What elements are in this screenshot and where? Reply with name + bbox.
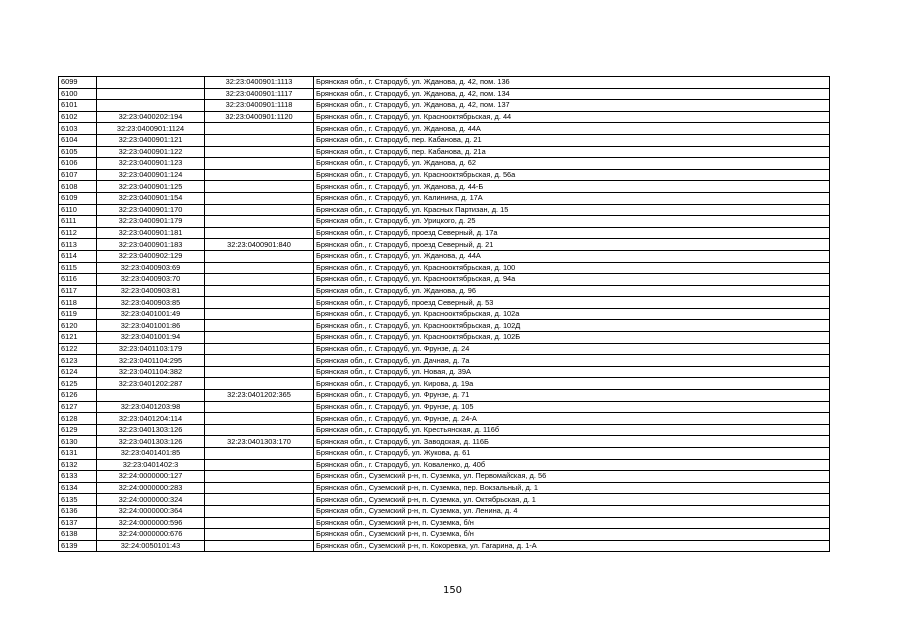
address-cell: Брянская обл., г. Стародуб, ул. Жданова, д. 44А [314, 123, 830, 135]
table-row [59, 77, 830, 89]
linked-number-cell [205, 448, 314, 460]
row-number-cell: 6114 [59, 250, 97, 262]
address-cell: Брянская обл., г. Стародуб, ул. Жданова, д. 62 [314, 158, 830, 170]
linked-number-cell [205, 494, 314, 506]
table-row [59, 355, 830, 367]
table-row [59, 274, 830, 286]
address-cell: Брянская обл., г. Стародуб, ул. Дачная, д. 7а [314, 355, 830, 367]
row-number-cell: 6120 [59, 320, 97, 332]
address-cell: Брянская обл., г. Стародуб, ул. Коваленко, д. 40б [314, 459, 830, 471]
linked-number-cell [205, 274, 314, 286]
address-cell: Брянская обл., г. Стародуб, ул. Крестьянская, д. 116б [314, 424, 830, 436]
cadastral-number-cell: 32:23:0401204:114 [97, 413, 205, 425]
row-number-cell: 6127 [59, 401, 97, 413]
linked-number-cell [205, 192, 314, 204]
cadastral-number-cell: 32:23:0400901:122 [97, 146, 205, 158]
linked-number-cell: 32:23:0401202:365 [205, 390, 314, 402]
linked-number-cell [205, 146, 314, 158]
table-row [59, 192, 830, 204]
cadastral-number-cell: 32:23:0400903:85 [97, 297, 205, 309]
linked-number-cell [205, 413, 314, 425]
cadastral-number-cell [97, 88, 205, 100]
cadastral-number-cell: 32:23:0401103:179 [97, 343, 205, 355]
linked-number-cell [205, 332, 314, 344]
row-number-cell: 6138 [59, 529, 97, 541]
row-number-cell: 6106 [59, 158, 97, 170]
address-cell: Брянская обл., г. Стародуб, ул. Краснооктябрьская, д. 56а [314, 169, 830, 181]
linked-number-cell [205, 134, 314, 146]
address-cell: Брянская обл., г. Стародуб, ул. Краснооктябрьская, д. 102Б [314, 332, 830, 344]
cadastral-number-cell: 32:23:0401402:3 [97, 459, 205, 471]
address-cell: Брянская обл., г. Стародуб, проезд Северный, д. 17а [314, 227, 830, 239]
address-cell: Брянская обл., Суземский р-н, п. Суземка, ул. Первомайская, д. 56 [314, 471, 830, 483]
row-number-cell: 6110 [59, 204, 97, 216]
table-row [59, 401, 830, 413]
linked-number-cell [205, 529, 314, 541]
address-cell: Брянская обл., г. Стародуб, ул. Краснооктябрьская, д. 100 [314, 262, 830, 274]
table-row [59, 204, 830, 216]
address-cell: Брянская обл., г. Стародуб, ул. Жданова, д. 96 [314, 285, 830, 297]
row-number-cell: 6102 [59, 111, 97, 123]
row-number-cell: 6099 [59, 77, 97, 89]
row-number-cell: 6116 [59, 274, 97, 286]
linked-number-cell: 32:23:0400901:840 [205, 239, 314, 251]
address-cell: Брянская обл., г. Стародуб, ул. Фрунзе, д. 24 [314, 343, 830, 355]
linked-number-cell [205, 158, 314, 170]
address-cell: Брянская обл., г. Стародуб, проезд Северный, д. 21 [314, 239, 830, 251]
table-row [59, 239, 830, 251]
address-cell: Брянская обл., Суземский р-н, п. Кокоревка, ул. Гагарина, д. 1-А [314, 540, 830, 552]
cadastral-number-cell [97, 100, 205, 112]
address-cell: Брянская обл., Суземский р-н, п. Суземка, ул. Ленина, д. 4 [314, 505, 830, 517]
row-number-cell: 6130 [59, 436, 97, 448]
linked-number-cell [205, 227, 314, 239]
address-cell: Брянская обл., г. Стародуб, ул. Краснооктябрьская, д. 94а [314, 274, 830, 286]
cadastral-number-cell: 32:23:0400902:129 [97, 250, 205, 262]
cadastral-number-cell: 32:23:0400903:69 [97, 262, 205, 274]
cadastral-number-cell: 32:23:0401001:94 [97, 332, 205, 344]
address-cell: Брянская обл., г. Стародуб, ул. Фрунзе, д. 24-А [314, 413, 830, 425]
address-cell: Брянская обл., г. Стародуб, ул. Краснооктябрьская, д. 102Д [314, 320, 830, 332]
address-cell: Брянская обл., г. Стародуб, ул. Жданова, д. 44-Б [314, 181, 830, 193]
table-row [59, 366, 830, 378]
cadastral-number-cell: 32:23:0400901:121 [97, 134, 205, 146]
row-number-cell: 6139 [59, 540, 97, 552]
linked-number-cell [205, 169, 314, 181]
table-row [59, 262, 830, 274]
address-cell: Брянская обл., г. Стародуб, ул. Новая, д. 39А [314, 366, 830, 378]
row-number-cell: 6107 [59, 169, 97, 181]
row-number-cell: 6117 [59, 285, 97, 297]
table-row [59, 227, 830, 239]
row-number-cell: 6124 [59, 366, 97, 378]
address-cell: Брянская обл., г. Стародуб, ул. Кирова, д. 19а [314, 378, 830, 390]
row-number-cell: 6136 [59, 505, 97, 517]
linked-number-cell: 32:23:0400901:1113 [205, 77, 314, 89]
address-cell: Брянская обл., г. Стародуб, пер. Кабанова, д. 21 [314, 134, 830, 146]
address-cell: Брянская обл., г. Стародуб, ул. Жданова, д. 42, пом. 134 [314, 88, 830, 100]
row-number-cell: 6122 [59, 343, 97, 355]
cadastral-number-cell: 32:23:0400901:154 [97, 192, 205, 204]
linked-number-cell [205, 471, 314, 483]
address-cell: Брянская обл., г. Стародуб, ул. Краснооктябрьская, д. 44 [314, 111, 830, 123]
address-cell: Брянская обл., г. Стародуб, ул. Калинина, д. 17А [314, 192, 830, 204]
address-cell: Брянская обл., Суземский р-н, п. Суземка, б/н [314, 529, 830, 541]
address-cell: Брянская обл., г. Стародуб, пер. Кабанова, д. 21а [314, 146, 830, 158]
cadastral-number-cell: 32:23:0400901:123 [97, 158, 205, 170]
registry-table [58, 76, 830, 552]
cadastral-number-cell: 32:23:0401001:86 [97, 320, 205, 332]
table-row [59, 436, 830, 448]
row-number-cell: 6126 [59, 390, 97, 402]
address-cell: Брянская обл., Суземский р-н, п. Суземка, пер. Вокзальный, д. 1 [314, 482, 830, 494]
row-number-cell: 6134 [59, 482, 97, 494]
table-row [59, 424, 830, 436]
address-cell: Брянская обл., г. Стародуб, ул. Жданова, д. 42, пом. 137 [314, 100, 830, 112]
cadastral-number-cell: 32:23:0400901:181 [97, 227, 205, 239]
row-number-cell: 6119 [59, 308, 97, 320]
cadastral-number-cell: 32:23:0400903:81 [97, 285, 205, 297]
table-row [59, 332, 830, 344]
row-number-cell: 6121 [59, 332, 97, 344]
linked-number-cell [205, 308, 314, 320]
cadastral-number-cell: 32:23:0400901:1124 [97, 123, 205, 135]
table-row [59, 320, 830, 332]
linked-number-cell [205, 517, 314, 529]
row-number-cell: 6101 [59, 100, 97, 112]
table-row [59, 471, 830, 483]
linked-number-cell [205, 320, 314, 332]
cadastral-number-cell: 32:23:0400903:70 [97, 274, 205, 286]
table-row [59, 88, 830, 100]
linked-number-cell [205, 366, 314, 378]
row-number-cell: 6129 [59, 424, 97, 436]
row-number-cell: 6133 [59, 471, 97, 483]
cadastral-number-cell: 32:23:0400202:194 [97, 111, 205, 123]
row-number-cell: 6109 [59, 192, 97, 204]
linked-number-cell: 32:23:0401303:170 [205, 436, 314, 448]
cadastral-number-cell: 32:23:0401001:49 [97, 308, 205, 320]
row-number-cell: 6123 [59, 355, 97, 367]
table-row [59, 343, 830, 355]
address-cell: Брянская обл., г. Стародуб, ул. Урицкого, д. 25 [314, 216, 830, 228]
row-number-cell: 6135 [59, 494, 97, 506]
cadastral-number-cell: 32:23:0401104:382 [97, 366, 205, 378]
table-row [59, 308, 830, 320]
row-number-cell: 6104 [59, 134, 97, 146]
address-cell: Брянская обл., Суземский р-н, п. Суземка, б/н [314, 517, 830, 529]
table-row [59, 517, 830, 529]
linked-number-cell [205, 204, 314, 216]
row-number-cell: 6131 [59, 448, 97, 460]
table-row [59, 146, 830, 158]
linked-number-cell [205, 285, 314, 297]
table-row [59, 297, 830, 309]
cadastral-number-cell: 32:23:0401202:287 [97, 378, 205, 390]
address-cell: Брянская обл., г. Стародуб, ул. Жданова, д. 44А [314, 250, 830, 262]
address-cell: Брянская обл., г. Стародуб, ул. Жданова, д. 42, пом. 136 [314, 77, 830, 89]
linked-number-cell [205, 250, 314, 262]
table-row [59, 123, 830, 135]
linked-number-cell: 32:23:0400901:1120 [205, 111, 314, 123]
linked-number-cell [205, 424, 314, 436]
linked-number-cell [205, 216, 314, 228]
page-number: 150 [442, 585, 463, 596]
cadastral-number-cell: 32:23:0401401:85 [97, 448, 205, 460]
linked-number-cell [205, 401, 314, 413]
table-row [59, 111, 830, 123]
linked-number-cell [205, 505, 314, 517]
table-row [59, 482, 830, 494]
cadastral-number-cell: 32:24:0000000:596 [97, 517, 205, 529]
cadastral-number-cell: 32:23:0401303:126 [97, 436, 205, 448]
row-number-cell: 6137 [59, 517, 97, 529]
address-cell: Брянская обл., г. Стародуб, проезд Северный, д. 53 [314, 297, 830, 309]
row-number-cell: 6112 [59, 227, 97, 239]
table-row [59, 540, 830, 552]
table-row [59, 250, 830, 262]
address-cell: Брянская обл., г. Стародуб, ул. Жукова, д. 61 [314, 448, 830, 460]
table-row [59, 413, 830, 425]
linked-number-cell [205, 181, 314, 193]
table-row [59, 529, 830, 541]
row-number-cell: 6105 [59, 146, 97, 158]
table-row [59, 158, 830, 170]
cadastral-number-cell [97, 390, 205, 402]
row-number-cell: 6128 [59, 413, 97, 425]
row-number-cell: 6111 [59, 216, 97, 228]
cadastral-number-cell: 32:23:0400901:170 [97, 204, 205, 216]
row-number-cell: 6113 [59, 239, 97, 251]
cadastral-number-cell: 32:23:0401303:126 [97, 424, 205, 436]
row-number-cell: 6115 [59, 262, 97, 274]
cadastral-number-cell: 32:23:0400901:125 [97, 181, 205, 193]
cadastral-number-cell [97, 77, 205, 89]
table-row [59, 448, 830, 460]
table-row [59, 494, 830, 506]
linked-number-cell [205, 355, 314, 367]
linked-number-cell [205, 482, 314, 494]
cadastral-number-cell: 32:24:0000000:324 [97, 494, 205, 506]
linked-number-cell [205, 262, 314, 274]
linked-number-cell [205, 540, 314, 552]
table-row [59, 134, 830, 146]
table-row [59, 390, 830, 402]
cadastral-number-cell: 32:23:0400901:124 [97, 169, 205, 181]
table-row [59, 169, 830, 181]
address-cell: Брянская обл., г. Стародуб, ул. Краснооктябрьская, д. 102а [314, 308, 830, 320]
address-cell: Брянская обл., г. Стародуб, ул. Заводская, д. 116Б [314, 436, 830, 448]
linked-number-cell [205, 378, 314, 390]
table-row [59, 216, 830, 228]
cadastral-number-cell: 32:24:0050101:43 [97, 540, 205, 552]
cadastral-number-cell: 32:24:0000000:127 [97, 471, 205, 483]
linked-number-cell [205, 343, 314, 355]
linked-number-cell [205, 459, 314, 471]
address-cell: Брянская обл., г. Стародуб, ул. Красных Партизан, д. 15 [314, 204, 830, 216]
table-row [59, 181, 830, 193]
cadastral-number-cell: 32:23:0401104:295 [97, 355, 205, 367]
row-number-cell: 6132 [59, 459, 97, 471]
table-row [59, 285, 830, 297]
table-row [59, 459, 830, 471]
table-row [59, 505, 830, 517]
table-row [59, 378, 830, 390]
table-row [59, 100, 830, 112]
linked-number-cell: 32:23:0400901:1117 [205, 88, 314, 100]
linked-number-cell: 32:23:0400901:1118 [205, 100, 314, 112]
cadastral-number-cell: 32:24:0000000:283 [97, 482, 205, 494]
registry-table-body [59, 77, 830, 552]
linked-number-cell [205, 123, 314, 135]
cadastral-number-cell: 32:23:0400901:179 [97, 216, 205, 228]
linked-number-cell [205, 297, 314, 309]
address-cell: Брянская обл., г. Стародуб, ул. Фрунзе, д. 71 [314, 390, 830, 402]
row-number-cell: 6100 [59, 88, 97, 100]
address-cell: Брянская обл., г. Стародуб, ул. Фрунзе, д. 105 [314, 401, 830, 413]
row-number-cell: 6103 [59, 123, 97, 135]
cadastral-number-cell: 32:23:0401203:98 [97, 401, 205, 413]
row-number-cell: 6118 [59, 297, 97, 309]
row-number-cell: 6125 [59, 378, 97, 390]
row-number-cell: 6108 [59, 181, 97, 193]
cadastral-number-cell: 32:24:0000000:676 [97, 529, 205, 541]
cadastral-number-cell: 32:24:0000000:364 [97, 505, 205, 517]
cadastral-number-cell: 32:23:0400901:183 [97, 239, 205, 251]
address-cell: Брянская обл., Суземский р-н, п. Суземка, ул. Октябрьская, д. 1 [314, 494, 830, 506]
